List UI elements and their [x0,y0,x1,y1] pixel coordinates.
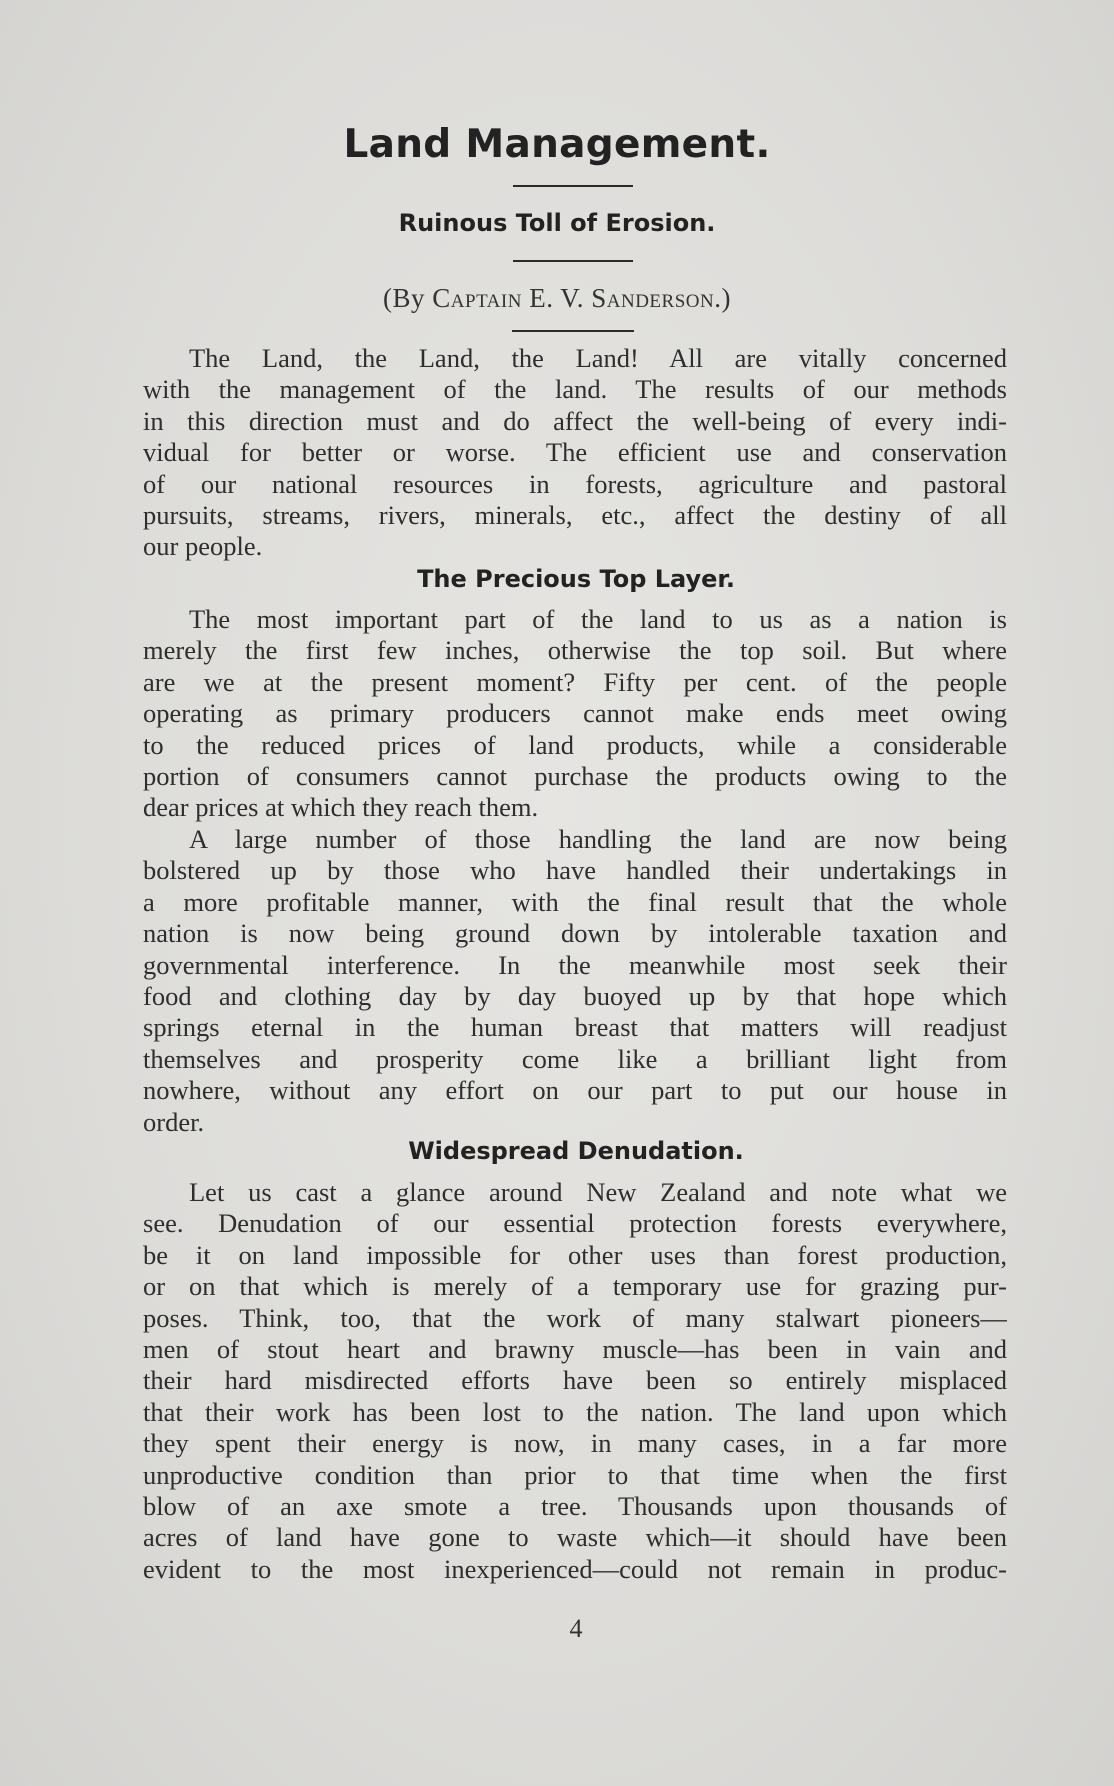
article-subtitle: Ruinous Toll of Erosion. [398,209,716,237]
text-line: evident to the most inexperienced—could not remain in produc- [143,1553,1007,1584]
text-line: blow of an axe smote a tree. Thousands upon thousands of [143,1491,1007,1522]
text-line: merely the first few inches, otherwise the top soil. But where [143,635,1007,666]
text-line: our people. [143,531,263,562]
paragraph-intro [143,343,1007,563]
byline-initials: E. V. [529,283,592,313]
text-line: A large number of those handling the land are now being [189,824,1007,854]
text-line: themselves and prosperity come like a brilliant light from [143,1043,1007,1074]
text-line: men of stout heart and brawny muscle—has been in vain and [143,1334,1007,1365]
text-line: are we at the present moment? Fifty per cent. of the people [143,666,1007,697]
text-line: their hard misdirected efforts have been so entirely misplaced [143,1365,1007,1396]
author-byline [0,283,1114,314]
paragraph-new-zealand [143,1177,1007,1585]
byline-close: .) [714,283,731,313]
text-line: acres of land have gone to waste which—it should have been [143,1522,1007,1553]
text-line: or on that which is merely of a temporary use for grazing pur- [143,1271,1007,1302]
text-line: with the management of the land. The results of our methods [143,374,1007,405]
text-line: they spent their energy is now, in many cases, in a far more [143,1428,1007,1459]
paragraph-top-soil [143,604,1007,824]
text-line: springs eternal in the human breast that matters will readjust [143,1012,1007,1043]
text-line: unproductive condition than prior to that time when the first [143,1459,1007,1490]
text-line: pursuits, streams, rivers, minerals, etc., affect the destiny of all [143,500,1007,531]
text-line: of our national resources in forests, agriculture and pastoral [143,468,1007,499]
text-line: order. [143,1106,205,1137]
text-line: nation is now being ground down by intolerable taxation and [143,918,1007,949]
text-line: Let us cast a glance around New Zealand and note what we [189,1177,1007,1207]
text-line: be it on land impossible for other uses than forest production, [143,1239,1007,1270]
byline-rank: Captain [432,283,522,313]
text-line: nowhere, without any effort on our part to put our house in [143,1075,1007,1106]
paragraph-bolstered [143,824,1007,1138]
text-line: vidual for better or worse. The efficient use and conservation [143,437,1007,468]
text-line: that their work has been lost to the nation. The land upon which [143,1396,1007,1427]
section-heading-denudation: Widespread Denudation. [408,1137,744,1165]
text-line: governmental interference. In the meanwhile most seek their [143,949,1007,980]
subtitle-divider [513,260,633,262]
page-number: 4 [569,1614,583,1643]
byline-divider [512,330,634,332]
text-line: poses. Think, too, that the work of many stalwart pioneers— [143,1302,1007,1333]
text-line: bolstered up by those who have handled their undertakings in [143,855,1007,886]
text-line: see. Denudation of our essential protection forests everywhere, [143,1208,1007,1239]
text-line: dear prices at which they reach them. [143,792,539,823]
byline-open: (By [383,283,433,313]
text-line: The most important part of the land to us as a nation is [189,604,1007,634]
text-line: operating as primary producers cannot make ends meet owing [143,698,1007,729]
article-title: Land Management. [343,122,771,167]
text-line: portion of consumers cannot purchase the products owing to the [143,761,1007,792]
byline-surname: Sanderson [591,283,715,313]
text-line: to the reduced prices of land products, while a considerable [143,729,1007,760]
text-line: in this direction must and do affect the well-being of every indi- [143,405,1007,436]
text-line: a more profitable manner, with the final result that the whole [143,886,1007,917]
text-line: food and clothing day by day buoyed up by that hope which [143,981,1007,1012]
title-divider [513,185,633,187]
text-line: The Land, the Land, the Land! All are vitally concerned [189,343,1007,373]
section-heading-top-layer: The Precious Top Layer. [417,565,735,593]
